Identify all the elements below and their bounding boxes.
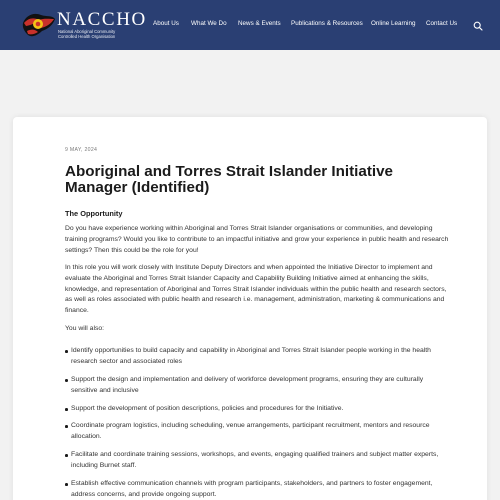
bullet-icon: [65, 408, 68, 411]
duty-text: Establish effective communication channels with program participants, stakeholders, and partners to foster engagement, address concerns, and provide ongoing support.: [71, 480, 433, 498]
post-date: 9 MAY, 2024: [65, 147, 98, 153]
duty-text: Support the development of position descriptions, policies and procedures for the Initiative.: [71, 405, 344, 412]
bullet-icon: [65, 483, 68, 486]
nav-news-events[interactable]: News & Events: [238, 20, 281, 27]
intro-paragraph: Do you have experience working within Aboriginal and Torres Strait Islander organisations or communities, and developing training programs? Would you like to contribute to an impactful initiative and grow your experience in public health and research settings? Then this could be the role for you!: [65, 225, 449, 254]
list-item: [65, 479, 450, 500]
bullet-icon: [65, 425, 68, 428]
brand-tagline-line1: National Aboriginal Community: [58, 29, 116, 34]
nav-online-learning[interactable]: Online Learning: [371, 20, 416, 27]
site-header: [0, 0, 500, 50]
nav-what-we-do[interactable]: What We Do: [191, 20, 227, 27]
nav-publications-resources[interactable]: Publications & Resources: [291, 20, 363, 27]
list-item: [65, 346, 450, 368]
post-title: Aboriginal and Torres Strait Islander Initiative Manager (Identified): [65, 163, 394, 196]
nav-about-us[interactable]: About Us: [153, 20, 179, 27]
duty-text: Facilitate and coordinate training sessions, workshops, and events, engaging qualified trainers and subject matter experts, including Burnet staff.: [71, 451, 439, 469]
brand-tagline-line2: Controlled Health Organisation: [58, 34, 116, 39]
role-paragraph: In this role you will work closely with Institute Deputy Directors and when appointed the Initiative Director to implement and evaluate the Aboriginal and Torres Strait Islander Capacity and Capability Building Initiative aimed at enhancing the skills, knowledge, and representation of Aboriginal and Torres Strait Islander individuals within the public health and research sectors, as well as roles associated with public health and research i.e. management, administration, marketing & communications and finance.: [65, 264, 447, 315]
list-item: [65, 421, 450, 443]
bullet-icon: [65, 350, 68, 353]
bullet-icon: [65, 379, 68, 382]
duty-text: Coordinate program logistics, including scheduling, venue arrangements, participant recruitment, mentors and resource allocation.: [71, 422, 430, 440]
list-item: [65, 404, 450, 415]
logo-mark-icon: [22, 11, 56, 39]
list-item: [65, 450, 450, 472]
naccho-logo[interactable]: [22, 11, 160, 39]
job-post-card: [13, 117, 487, 500]
search-icon[interactable]: [473, 21, 483, 31]
list-item: [65, 375, 450, 397]
opportunity-heading: The Opportunity: [65, 209, 123, 218]
brand-name: NACCHO: [57, 9, 147, 30]
you-will-also-text: You will also:: [65, 325, 105, 332]
duty-text: Support the design and implementation and delivery of workforce development programs, ensuring they are culturally sensitive and inclusive: [71, 376, 424, 394]
nav-contact-us[interactable]: Contact Us: [426, 20, 458, 27]
duty-text: Identify opportunities to build capacity and capability in Aboriginal and Torres Strait Islander people working in the health research sector and associated roles: [71, 347, 431, 365]
bullet-icon: [65, 454, 68, 457]
